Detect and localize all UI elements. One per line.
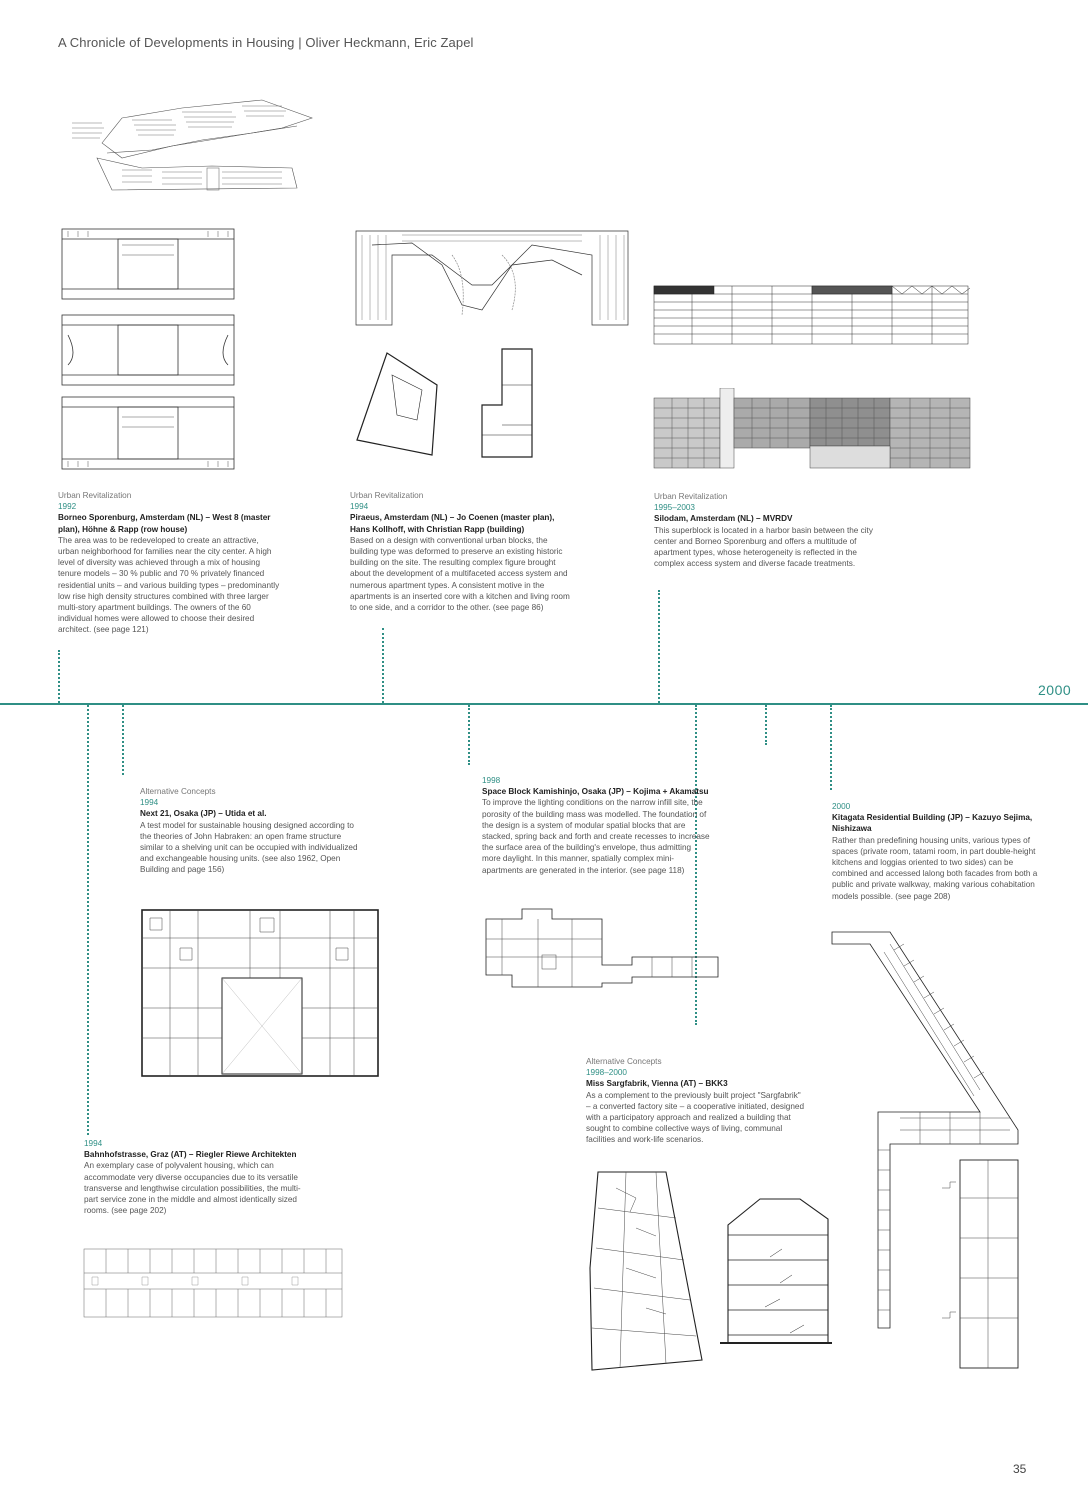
entry-text: An exemplary case of polyvalent housing, which can accommodate very diverse occupancies due to its versatile transverse and lengthwise circulation possibilities, the multi-part service zone in the middle and almost identically sized rooms. (see page 202) xyxy=(84,1161,301,1216)
connector-kitagata-2 xyxy=(830,705,832,790)
entry-miss-sargfabrik xyxy=(586,1056,806,1146)
connector-graz xyxy=(87,705,89,1135)
entry-category: Alternative Concepts xyxy=(586,1057,662,1066)
entry-text: Rather than predefining housing units, various types of spaces (private room, tatami room, in part double-height kitchens and loggias oriented to two sides) can be combined and accessed lalong both facades from both a public and private walkway, making various cohabitation models possible. (see page 208) xyxy=(832,835,1038,901)
entry-borneo-sporenburg xyxy=(58,490,280,636)
entry-year: 2000 xyxy=(832,802,851,811)
entry-title: Borneo Sporenburg, Amsterdam (NL) – West 8 (master plan), Höhne & Rapp (row house) xyxy=(58,513,271,534)
entry-title: Next 21, Osaka (JP) – Utida et al. xyxy=(140,809,267,819)
next21-floor-plan-drawing xyxy=(140,908,380,1078)
timeline-line xyxy=(0,703,1088,705)
entry-text: To improve the lighting conditions on the narrow infill site, the porosity of the building mass was modelled. The foundation of the design is a system of modular spatial blocks that are stacked, spring back and forth and create recesses to increase the surface area of the building's envelope, thus admitting more daylight. In this manner, spatially complex mini-apartments are generated in the interior. (see page 118) xyxy=(482,798,710,875)
entry-year: 1998–2000 xyxy=(586,1068,627,1078)
entry-text: A test model for sustainable housing designed according to the theories of John Habraken: an open frame structure similar to a shelving unit can be occupied with individualized and exchangeable housing units. (see also 1962, Open Building and page 156) xyxy=(140,820,358,875)
connector-kitagata-1 xyxy=(765,705,767,745)
entry-next21 xyxy=(140,786,362,876)
entry-year: 1998 xyxy=(482,776,501,785)
entry-title: Silodam, Amsterdam (NL) – MVRDV xyxy=(654,514,793,524)
entry-text: The area was to be redeveloped to create an attractive, urban neighborhood for families near the city center. A high level of diversity was achieved through a mix of housing tenure models – 30 % public and 70 % privately financed residential units – and various building types – predominantly low rise high density structures combined with three larger multi-story apartment buildings. The owners of the 60 individual homes were allowed to choose their desired architect. (see page 121) xyxy=(58,535,280,635)
sargfabrik-plan-drawing xyxy=(586,1168,704,1373)
connector-spaceblock xyxy=(468,705,470,765)
entry-space-block xyxy=(482,775,710,876)
piraeus-unit-plans-drawing xyxy=(352,345,552,465)
page-header-title: A Chronicle of Developments in Housing | Oliver Heckmann, Eric Zapel xyxy=(58,35,474,50)
borneo-row-house-plans-drawing xyxy=(58,225,238,475)
connector-silodam xyxy=(658,590,660,703)
entry-text: Based on a design with conventional urban blocks, the building type was deformed to preserve an existing historic building on the site. The resulting complex figure brought about the development of a multifaceted access system and numerous apartment types. A consistent motive in the apartments is an inserted core with a kitchen and living room to one side, and a corridor to the other. (see page 86) xyxy=(350,535,570,613)
entry-title: Piraeus, Amsterdam (NL) – Jo Coenen (master plan), Hans Kollhoff, with Christian Rapp (building) xyxy=(350,513,555,534)
entry-title: Space Block Kamishinjo, Osaka (JP) – Kojima + Akamatsu xyxy=(482,787,709,797)
connector-borneo xyxy=(58,650,60,703)
borneo-site-plan-drawing xyxy=(62,88,324,200)
piraeus-block-plan-drawing xyxy=(352,225,632,330)
page-number: 35 xyxy=(1013,1462,1027,1476)
entry-year: 1994 xyxy=(140,798,159,808)
kitagata-unit-plan-drawing xyxy=(938,1158,1020,1370)
silodam-unit-matrix-drawing xyxy=(652,388,972,470)
entry-category: Urban Revitalization xyxy=(350,491,424,500)
entry-text: This superblock is located in a harbor basin between the city center and Borneo Sporenburg and offers a multitude of apartment types, whose heterogeneity is reflected in the complex access system and diverse facade treatments. xyxy=(654,525,873,569)
entry-kitagata xyxy=(832,801,1042,902)
entry-bahnhofstrasse xyxy=(84,1138,304,1216)
entry-title: Bahnhofstrasse, Graz (AT) – Riegler Riewe Architekten xyxy=(84,1150,297,1160)
entry-year: 1994 xyxy=(350,502,369,512)
entry-title: Kitagata Residential Building (JP) – Kazuyo Sejima, Nishizawa xyxy=(832,813,1033,834)
connector-piraeus xyxy=(382,628,384,703)
entry-text: As a complement to the previously built project "Sargfabrik" – a converted factory site – a cooperative initiated, designed with a participatory approach and realized a building that sought to combine collective ways of living, communal facilities and work-life scenarios. xyxy=(586,1090,805,1145)
sargfabrik-section-drawing xyxy=(720,1195,832,1345)
entry-piraeus xyxy=(350,490,572,613)
entry-year: 1992 xyxy=(58,502,77,512)
silodam-elevation-drawing xyxy=(652,282,970,354)
connector-next21 xyxy=(122,705,124,775)
entry-category: Urban Revitalization xyxy=(58,491,132,500)
entry-category: Alternative Concepts xyxy=(140,787,216,796)
space-block-plan-drawing xyxy=(482,905,722,990)
entry-title: Miss Sargfabrik, Vienna (AT) – BKK3 xyxy=(586,1079,728,1089)
entry-category: Urban Revitalization xyxy=(654,492,728,501)
entry-silodam xyxy=(654,491,879,569)
entry-year: 1995–2003 xyxy=(654,503,695,513)
bahnhofstrasse-plan-drawing xyxy=(82,1245,344,1320)
entry-year: 1994 xyxy=(84,1139,103,1148)
timeline-year-marker: 2000 xyxy=(1038,682,1072,698)
